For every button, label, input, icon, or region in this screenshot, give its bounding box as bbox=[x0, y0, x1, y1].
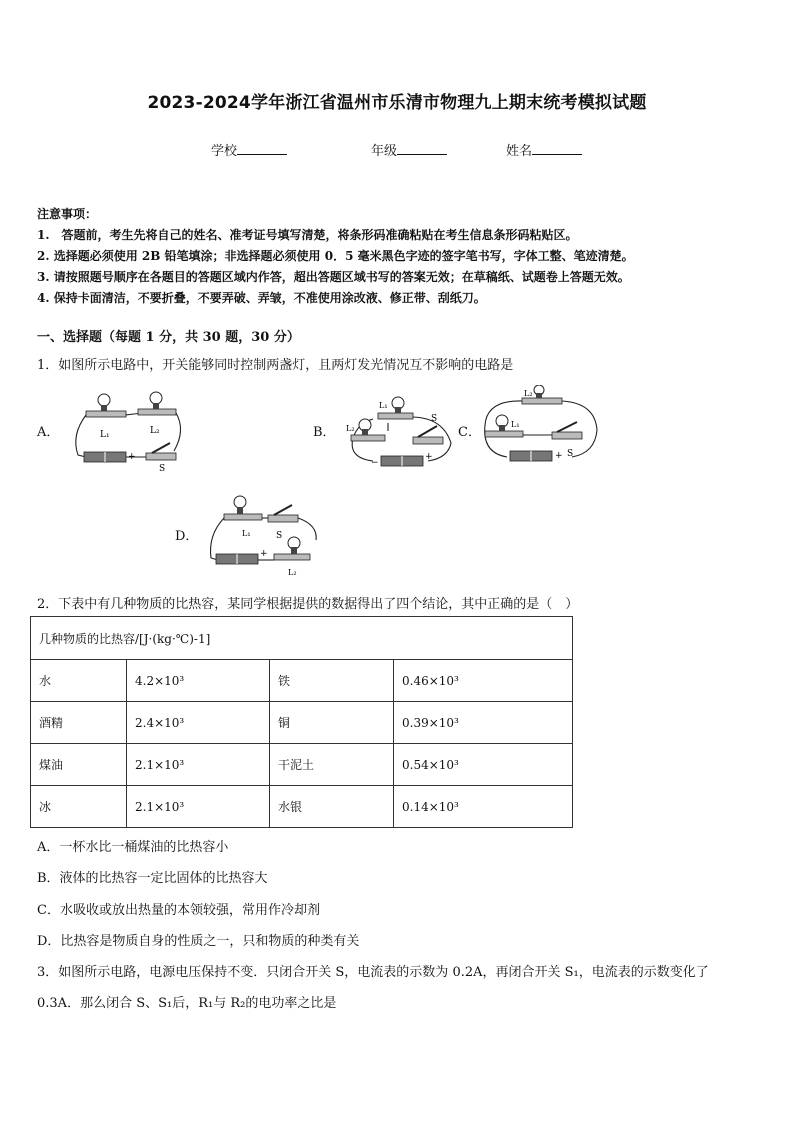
table-cell: 0.46×10³ bbox=[394, 660, 573, 702]
table-row bbox=[31, 660, 573, 702]
q3-stem-line2: 0.3A．那么闭合 S、S₁后，R₁与 R₂的电功率之比是 bbox=[37, 996, 337, 1011]
table-cell: 0.14×10³ bbox=[394, 786, 573, 828]
label-plus: + bbox=[555, 451, 563, 461]
table-cell: 铜 bbox=[270, 702, 394, 744]
note-item: 3. 请按照题号顺序在各题目的答题区域内作答，超出答题区域书写的答案无效；在草稿纸、试题卷上答题无效。 bbox=[37, 270, 630, 284]
grade-blank bbox=[397, 142, 447, 155]
label-minus: − bbox=[371, 458, 379, 468]
label-plus: + bbox=[128, 452, 136, 462]
label-plus: + bbox=[425, 452, 433, 462]
label-s: S bbox=[431, 414, 438, 424]
table-row bbox=[31, 744, 573, 786]
table-cell: 水 bbox=[31, 660, 127, 702]
battery-icon bbox=[510, 451, 552, 461]
q1-option-b-label: B． bbox=[313, 425, 336, 440]
switch-icon bbox=[268, 505, 298, 522]
q2-option-b: B．液体的比热容一定比固体的比热容大 bbox=[37, 871, 268, 886]
table-cell: 酒精 bbox=[31, 702, 127, 744]
table-cell: 铁 bbox=[270, 660, 394, 702]
name-label: 姓名 bbox=[506, 144, 533, 159]
label-l1: L₁ bbox=[242, 529, 251, 538]
q1-option-d-label: D． bbox=[175, 529, 199, 544]
table-row bbox=[31, 702, 573, 744]
label-l2: L₂ bbox=[150, 426, 160, 436]
note-item: 4. 保持卡面清洁，不要折叠，不要弄破、弄皱，不准使用涂改液、修正带、刮纸刀。 bbox=[37, 291, 486, 305]
table-cell: 2.4×10³ bbox=[127, 702, 270, 744]
exam-title: 2023-2024学年浙江省温州市乐清市物理九上期末统考模拟试题 bbox=[147, 93, 647, 113]
label-plus: + bbox=[260, 549, 268, 559]
school-label: 学校 bbox=[211, 144, 238, 159]
q1-option-c-label: C． bbox=[458, 425, 481, 440]
battery-icon bbox=[216, 554, 258, 564]
table-cell: 2.1×10³ bbox=[127, 744, 270, 786]
specific-heat-table bbox=[30, 616, 573, 828]
circuit-a-figure bbox=[66, 385, 191, 477]
q1-stem: 1．如图所示电路中，开关能够同时控制两盏灯，且两灯发光情况互不影响的电路是 bbox=[37, 358, 514, 373]
label-l1: L₁ bbox=[100, 430, 110, 440]
label-s: S bbox=[276, 531, 283, 541]
lamp-icon bbox=[138, 392, 176, 415]
circuit-c-figure bbox=[477, 385, 602, 467]
table-caption: 几种物质的比热容/[J·(kg·℃)-1] bbox=[31, 617, 573, 660]
grade-label: 年级 bbox=[371, 144, 398, 159]
notes-block bbox=[37, 204, 767, 309]
label-s: S bbox=[159, 464, 166, 474]
q2-option-a: A．一杯水比一桶煤油的比热容小 bbox=[37, 840, 229, 855]
battery-icon bbox=[84, 452, 126, 462]
lamp-icon bbox=[224, 496, 262, 520]
label-l2: L₂ bbox=[346, 424, 355, 433]
school-blank bbox=[237, 142, 287, 155]
switch-icon bbox=[413, 426, 443, 444]
table-cell: 0.54×10³ bbox=[394, 744, 573, 786]
label-l2: L₂ bbox=[288, 568, 297, 577]
table-cell: 0.39×10³ bbox=[394, 702, 573, 744]
name-blank bbox=[532, 142, 582, 155]
switch-icon bbox=[146, 443, 176, 460]
table-cell: 煤油 bbox=[31, 744, 127, 786]
q3-stem-line1: 3．如图所示电路，电源电压保持不变．只闭合开关 S，电流表的示数为 0.2A，再闭合开关 S₁，电流表的示数变化了 bbox=[37, 965, 709, 980]
label-l2: L₂ bbox=[524, 389, 533, 398]
label-s: S bbox=[567, 449, 574, 459]
notes-heading: 注意事项： bbox=[37, 207, 98, 221]
switch-icon bbox=[552, 422, 582, 439]
q2-option-d: D．比热容是物质自身的性质之一，只和物质的种类有关 bbox=[37, 934, 360, 949]
q2-stem: 2．下表中有几种物质的比热容，某同学根据提供的数据得出了四个结论，其中正确的是（ ） bbox=[37, 597, 579, 612]
table-cell: 2.1×10³ bbox=[127, 786, 270, 828]
label-l1: L₁ bbox=[511, 420, 520, 429]
section-heading: 一、选择题（每题 1 分，共 30 题，30 分） bbox=[37, 330, 300, 345]
lamp-icon bbox=[86, 394, 126, 417]
lamp-icon bbox=[351, 419, 385, 441]
note-item: 2. 选择题必须使用 2B 铅笔填涂；非选择题必须使用 0．5 毫米黑色字迹的签字笔书写，字体工整、笔迹清楚。 bbox=[37, 249, 634, 263]
label-l1: L₁ bbox=[379, 401, 388, 410]
q1-option-a-label: A． bbox=[37, 425, 60, 440]
name-field bbox=[506, 140, 582, 159]
grade-field bbox=[371, 140, 447, 159]
circuit-d-figure bbox=[206, 490, 324, 582]
table-cell: 水银 bbox=[270, 786, 394, 828]
table-cell: 干泥土 bbox=[270, 744, 394, 786]
table-cell: 冰 bbox=[31, 786, 127, 828]
q2-option-c: C．水吸收或放出热量的本领较强，常用作冷却剂 bbox=[37, 903, 320, 918]
table-cell: 4.2×10³ bbox=[127, 660, 270, 702]
note-item: 1. 答题前，考生先将自己的姓名、准考证号填写清楚，将条形码准确粘贴在考生信息条形码粘贴区。 bbox=[37, 228, 578, 242]
circuit-b-figure bbox=[343, 393, 453, 473]
table-row bbox=[31, 786, 573, 828]
school-field bbox=[211, 140, 287, 159]
battery-icon bbox=[381, 456, 423, 466]
